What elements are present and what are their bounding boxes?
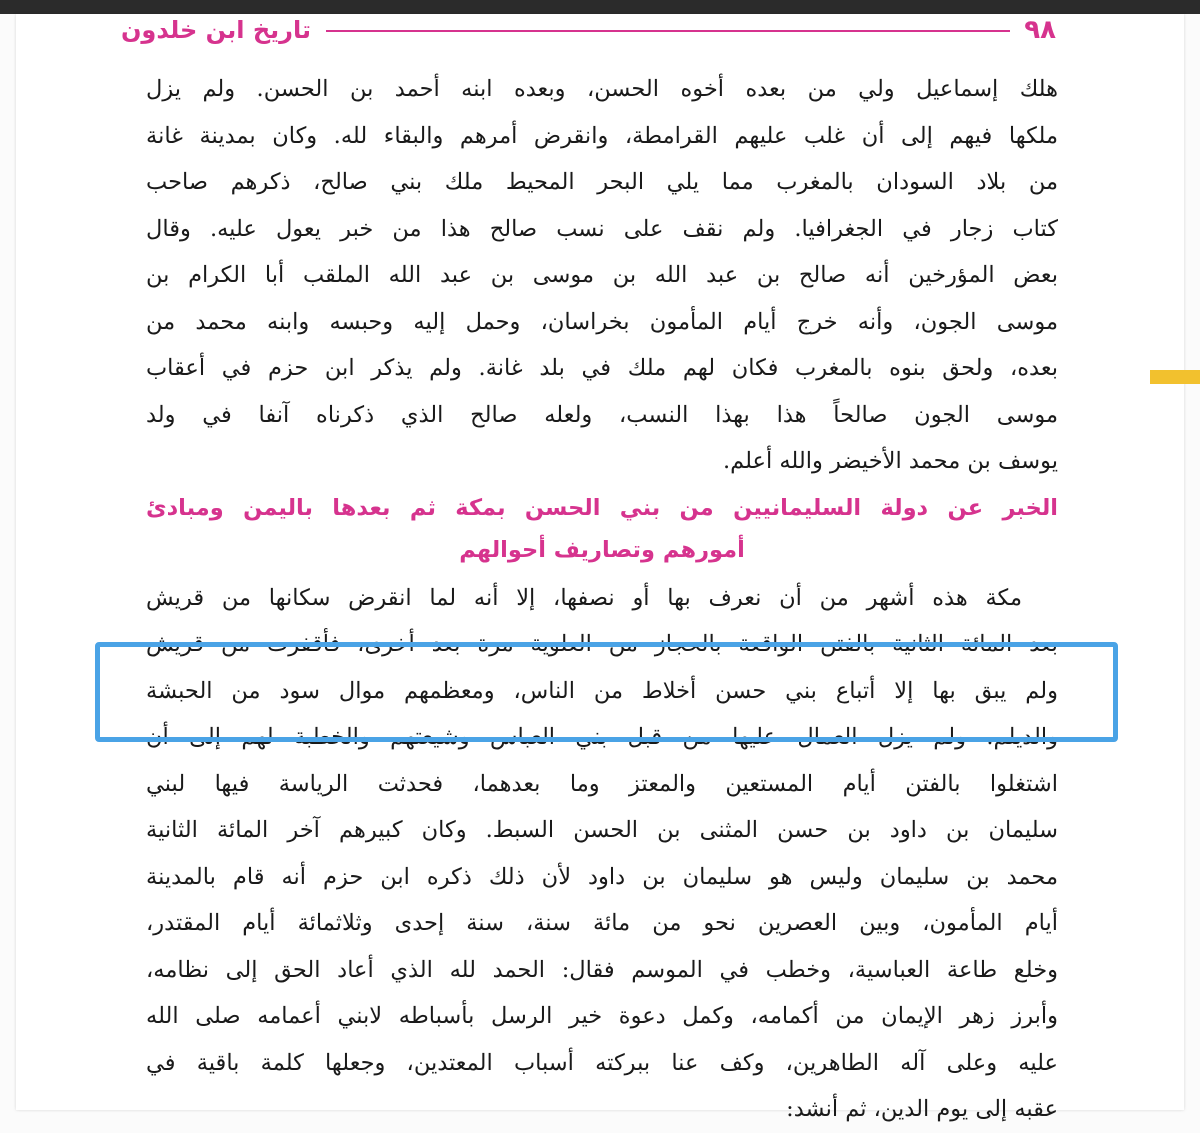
text-line: أيام المأمون، وبين العصرين نحو من مائة سنة، سنة إحدى وثلاثمائة أيام المقتدر، (146, 910, 1058, 936)
text-line: كتاب زجار في الجغرافيا. ولم نقف على نسب صالح هذا من خبر يعول عليه. وقال (146, 215, 1058, 242)
heading-line: أمورهم وتصاريف أحوالهم (459, 536, 745, 563)
running-header (120, 15, 1056, 54)
text-line: هلك إسماعيل ولي من بعده أخوه الحسن، وبعده ابنه أحمد بن الحسن. ولم يزل (146, 76, 1058, 102)
text-line: مكة هذه أشهر من أن نعرف بها أو نصفها، إلا أنه لما انقرض سكانها من قريش (146, 584, 1022, 611)
text-line: عليه وعلى آله الطاهرين، وكف عنا ببركته أسباب المعتدين، وجعلها كلمة باقية في (146, 1049, 1058, 1076)
text-line: موسى الجون صالحاً هذا بهذا النسب، ولعله صالح الذي ذكرناه آنفا في ولد (146, 401, 1058, 428)
paragraph-2 (146, 575, 1058, 1133)
text-line: بعد المائة الثانية بالفتن الواقعة بالحجاز من العلوية مرة بعد أخرى، فأقفرت من قريش (146, 631, 1058, 657)
book-title: تاريخ ابن خلدون (120, 16, 311, 44)
text-line: بعده، ولحق بنوه بالمغرب فكان لهم ملك في بلد غانة. ولم يذكر ابن حزم في أعقاب (146, 355, 1058, 381)
text-line: والديلم. ولم يزل العمال عليها من قبل بني العباس وشيعتهم والخطبة لهم إلى أن (146, 724, 1058, 750)
page-number: ٩٨ (1024, 15, 1056, 45)
text-line: وخلع طاعة العباسية، وخطب في الموسم فقال: الحمد لله الذي أعاد الحق إلى نظامه، (146, 956, 1058, 983)
scroll-position-marker[interactable] (1150, 370, 1200, 384)
text-line: موسى الجون، وأنه خرج أيام المأمون بخراسان، وحمل إليه وحبسه وابنه محمد من (146, 308, 1058, 335)
text-line: عقبه إلى يوم الدين، ثم أنشد: (786, 1096, 1058, 1122)
text-line: ولم يبق بها إلا أتباع بني حسن أخلاط من الناس، ومعظمهم موال سود من الحبشة (146, 677, 1058, 704)
text-line: محمد بن سليمان وليس هو سليمان بن داود لأن ذلك ذكره ابن حزم أنه قام بالمدينة (146, 863, 1058, 890)
header-rule (326, 30, 1010, 32)
text-line: من بلاد السودان بالمغرب مما يلي البحر المحيط ملك بني صالح، ذكرهم صاحب (146, 169, 1058, 195)
paragraph-1 (146, 66, 1058, 485)
section-heading (146, 487, 1058, 571)
text-line: بعض المؤرخين أنه صالح بن عبد الله بن موسى بن عبد الله الملقب أبا الكرام بن (146, 262, 1058, 288)
text-line: اشتغلوا بالفتن أيام المستعين والمعتز وما بعدهما، فحدثت الرياسة فيها لبني (146, 770, 1058, 797)
text-line: ملكها فيهم إلى أن غلب عليهم القرامطة، وانقرض أمرهم والبقاء لله. وكان بمدينة غانة (146, 122, 1058, 149)
book-page (16, 14, 1184, 1122)
heading-line: الخبر عن دولة السليمانيين من بني الحسن بمكة ثم بعدها باليمن ومبادئ (146, 494, 1058, 521)
page-content (146, 66, 1058, 1133)
viewer-top-bar (0, 0, 1200, 14)
text-line: يوسف بن محمد الأخيضر والله أعلم. (722, 448, 1058, 474)
text-line: سليمان بن داود بن حسن المثنى بن الحسن السبط. وكان كبيرهم آخر المائة الثانية (146, 817, 1058, 843)
text-line: وأبرز زهر الإيمان من أكمامه، وكمل دعوة خير الرسل بأسباطه لابني أعمامه صلى الله (146, 1003, 1058, 1029)
